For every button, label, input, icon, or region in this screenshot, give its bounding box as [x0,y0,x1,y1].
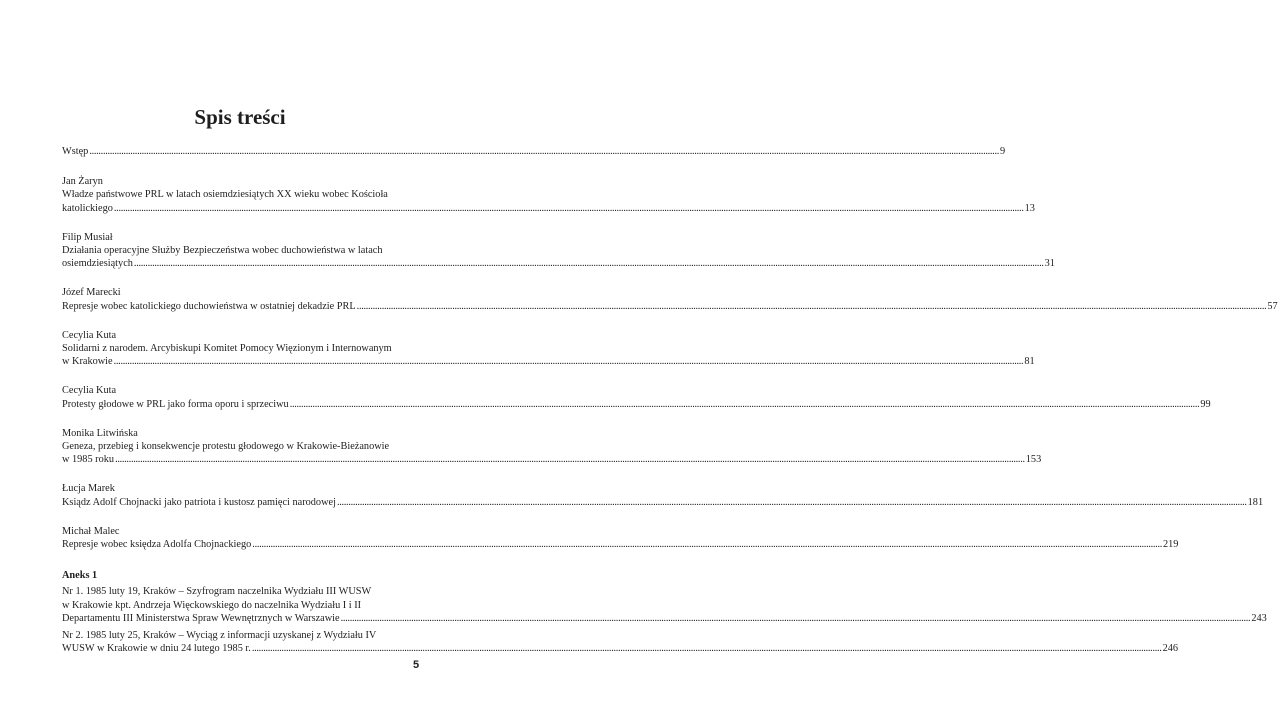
toc-author: Józef Marecki [62,287,121,299]
dot-leader: ................................................................................................................................................................................................................................................................................................................................................................................................................ [89,146,1000,157]
toc-entry [62,286,1278,312]
dot-leader: ................................................................................................................................................................................................................................................................................................................................................................................................................ [133,258,1044,270]
annex-title-line: Nr 2. 1985 luty 25, Kraków – Wyciąg z informacji uzyskanej z Wydziału IV [62,630,377,642]
toc-page-number: 219 [1163,539,1179,551]
toc-entry-link[interactable] [62,355,1035,368]
toc-page-number: 31 [1044,258,1055,270]
toc-entry [62,482,1264,508]
toc-entries [62,145,1278,551]
toc-author: Cecylia Kuta [62,329,117,341]
toc-entry-link[interactable] [62,145,1006,158]
toc-entry [62,384,1211,410]
toc-page-number: 243 [1251,612,1267,624]
annex-heading: Aneks 1 [62,570,98,582]
dot-leader: ................................................................................................................................................................................................................................................................................................................................................................................................................ [289,398,1200,410]
dot-leader: ................................................................................................................................................................................................................................................................................................................................................................................................................ [336,496,1247,508]
annex-title-line: w Krakowie kpt. Andrzeja Więckowskiego do naczelnika Wydziału I i II [62,599,362,611]
toc-entry-link[interactable] [62,642,1179,655]
toc-entry-link[interactable] [62,398,1211,411]
toc-page-number: 13 [1024,202,1035,214]
toc-entry [62,175,1035,215]
toc-page-number: 246 [1162,643,1179,655]
annex-entry [62,585,1267,625]
toc-entry-title: w Krakowie [62,356,113,368]
toc-entry [62,525,1179,551]
annex-entry [62,629,1179,655]
toc-page-number: 81 [1024,356,1035,368]
dot-leader: ................................................................................................................................................................................................................................................................................................................................................................................................................ [113,356,1024,368]
toc-page-number: 153 [1025,454,1042,466]
toc-entry-title: Represje wobec księdza Adolfa Chojnackiego [62,539,252,551]
toc-entry-title: Represje wobec katolickiego duchowieństwa w ostatniej dekadzie PRL [62,300,356,312]
toc-entry-title: w 1985 roku [62,454,115,466]
dot-leader: ................................................................................................................................................................................................................................................................................................................................................................................................................ [115,454,1025,466]
toc-entry-title: Departamentu III Ministerstwa Spraw Wewnętrznych w Warszawie [62,612,340,624]
toc-entry-title: Ksiądz Adolf Chojnacki jako patriota i kustosz pamięci narodowej [62,496,336,508]
toc-author: Michał Malec [62,525,120,537]
toc-title-line: Działania operacyjne Służby Bezpieczeństwa wobec duchowieństwa w latach [62,245,383,257]
annex-items [62,585,1267,655]
toc-author: Filip Musiał [62,231,113,243]
toc-page-number: 181 [1247,496,1264,508]
toc-entry-title: WUSW w Krakowie w dniu 24 lutego 1985 r. [62,643,251,655]
dot-leader: ................................................................................................................................................................................................................................................................................................................................................................................................................ [252,539,1162,551]
toc-title-line: Władze państwowe PRL w latach osiemdziesiątych XX wieku wobec Kościoła [62,189,388,201]
dot-leader: ................................................................................................................................................................................................................................................................................................................................................................................................................ [340,612,1251,624]
toc-entry-title: Protesty głodowe w PRL jako forma oporu i sprzeciwu [62,398,289,410]
dot-leader: ................................................................................................................................................................................................................................................................................................................................................................................................................ [251,643,1162,655]
toc-entry-title: osiemdziesiątych [62,258,133,270]
toc-entry-link[interactable] [62,257,1055,270]
toc-entry-link[interactable] [62,202,1035,215]
toc-entry-title: katolickiego [62,202,113,214]
annex-title-line: Nr 1. 1985 luty 19, Kraków – Szyfrogram naczelnika Wydziału III WUSW [62,586,372,598]
toc-author: Monika Litwińska [62,427,138,439]
toc-entry [62,329,1035,369]
toc-page-number: 99 [1200,398,1211,410]
toc-author: Łucja Marek [62,483,115,495]
page-title: Spis treści [194,105,286,129]
toc-author: Jan Żaryn [62,176,103,188]
toc-title-line: Solidarni z narodem. Arcybiskupi Komitet Pomocy Więzionym i Internowanym [62,343,392,355]
table-of-contents [62,145,1278,659]
toc-page-number: 9 [1000,146,1006,157]
toc-entry [62,231,1055,271]
toc-entry [62,427,1042,467]
dot-leader: ................................................................................................................................................................................................................................................................................................................................................................................................................ [113,202,1024,214]
toc-entry-title: Wstęp [62,146,89,157]
page-number: 5 [413,659,420,671]
toc-page-number: 57 [1267,300,1278,312]
toc-entry-link[interactable] [62,453,1042,466]
toc-entry [62,145,1006,158]
toc-entry-link[interactable] [62,496,1264,509]
toc-entry-link[interactable] [62,612,1267,625]
toc-title-line: Geneza, przebieg i konsekwencje protestu głodowego w Krakowie-Bieżanowie [62,441,390,453]
toc-author: Cecylia Kuta [62,385,117,397]
toc-entry-link[interactable] [62,538,1179,551]
toc-entry-link[interactable] [62,300,1278,313]
dot-leader: ................................................................................................................................................................................................................................................................................................................................................................................................................ [356,300,1267,312]
